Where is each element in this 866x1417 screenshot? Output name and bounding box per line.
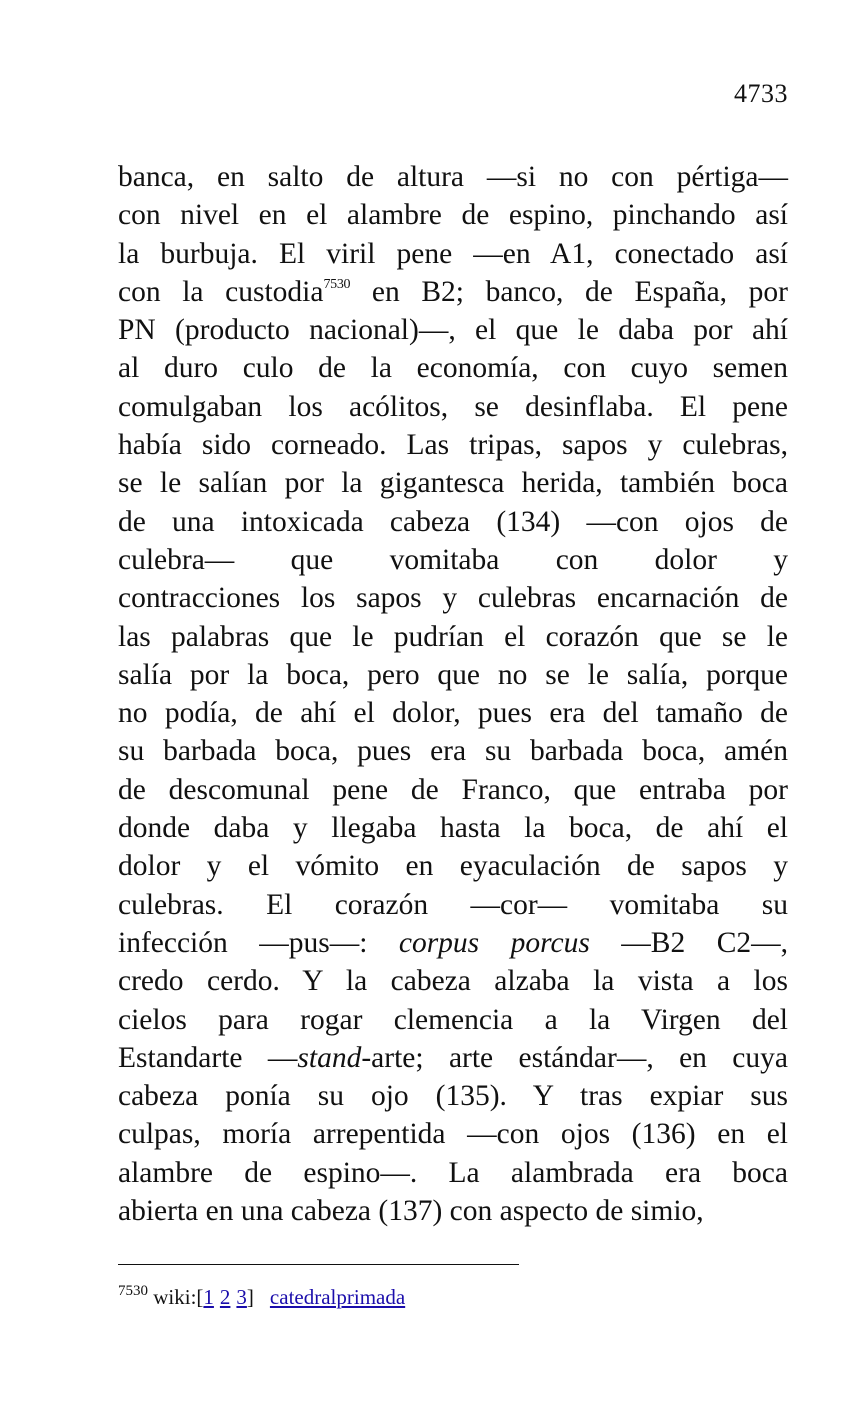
text-line: salía por la boca, pero que no se le salía, porque — [118, 658, 788, 691]
text-line: cielos para rogar clemencia a la Virgen del — [118, 1003, 788, 1036]
footnote-separator — [118, 1264, 519, 1265]
footnote-prefix: wiki:[ — [153, 1285, 204, 1309]
text-line: banca, en salto de altura —si no con pértiga— — [118, 161, 788, 193]
text-line: contracciones los sapos y culebras encarnación de — [118, 582, 788, 615]
text-line: cabeza ponía su ojo (135). Y tras expiar sus — [118, 1080, 788, 1113]
text-line — [118, 1039, 788, 1077]
footnote-link-1[interactable]: 1 — [203, 1285, 214, 1309]
text-line: credo cerdo. Y la cabeza alzaba la vista a los — [118, 965, 788, 998]
footnote-link-3[interactable]: 3 — [236, 1285, 247, 1309]
footnote-link-2[interactable]: 2 — [219, 1285, 231, 1309]
footnote-number: 7530 — [118, 1283, 148, 1299]
text-line: al duro culo de la economía, con cuyo semen — [118, 352, 788, 385]
text-line — [118, 924, 788, 962]
text-line: culebras. El corazón —cor— vomitaba su — [118, 888, 788, 921]
text-line: se le salían por la gigantesca herida, también boca — [118, 467, 788, 500]
text-line: de una intoxicada cabeza (134) —con ojos de — [118, 505, 788, 538]
text-line: alambre de espino—. La alambrada era boca — [118, 1156, 788, 1189]
footnote-link-catedralprimada[interactable]: catedralprimada — [269, 1285, 406, 1309]
text-line: la burbuja. El viril pene —en A1, conectado así — [118, 237, 788, 270]
text-line: su barbada boca, pues era su barbada boca, amén — [118, 735, 788, 768]
italic-text: stand — [297, 1041, 362, 1074]
text-line: culebra— que vomitaba con dolor y — [118, 543, 788, 576]
footnote-suffix: ] — [246, 1285, 254, 1309]
italic-text: corpus porcus — [398, 926, 590, 959]
text-span: con la custodia — [118, 275, 324, 308]
footnote — [118, 1282, 405, 1312]
text-line: donde daba y llegaba hasta la boca, de ahí el — [118, 812, 788, 845]
text-line: había sido corneado. Las tripas, sapos y culebras, — [118, 429, 788, 462]
text-line: con nivel en el alambre de espino, pinchando así — [118, 199, 788, 232]
body-text — [118, 158, 788, 1230]
text-line: PN (producto nacional)—, el que le daba por ahí — [118, 314, 788, 347]
text-line: las palabras que le pudrían el corazón que se le — [118, 620, 788, 653]
text-span: infección —pus—: — [118, 926, 399, 959]
text-line: comulgaban los acólitos, se desinflaba. El pene — [118, 390, 788, 423]
text-span: Estandarte — — [118, 1041, 298, 1074]
text-line: dolor y el vómito en eyaculación de sapos y — [118, 850, 788, 883]
text-span: —B2 C2—, — [589, 926, 788, 959]
text-line — [118, 273, 788, 311]
footnote-reference: 7530 — [323, 276, 351, 292]
page-number: 4733 — [734, 79, 788, 108]
text-span: -arte; arte estándar—, en cuya — [361, 1041, 788, 1074]
text-line: culpas, moría arrepentida —con ojos (136) en el — [118, 1118, 788, 1151]
text-line: no podía, de ahí el dolor, pues era del tamaño de — [118, 697, 788, 730]
text-line: abierta en una cabeza (137) con aspecto de simio, — [118, 1195, 704, 1228]
text-span: en B2; banco, de España, por — [350, 275, 788, 308]
text-line: de descomunal pene de Franco, que entraba por — [118, 773, 788, 806]
